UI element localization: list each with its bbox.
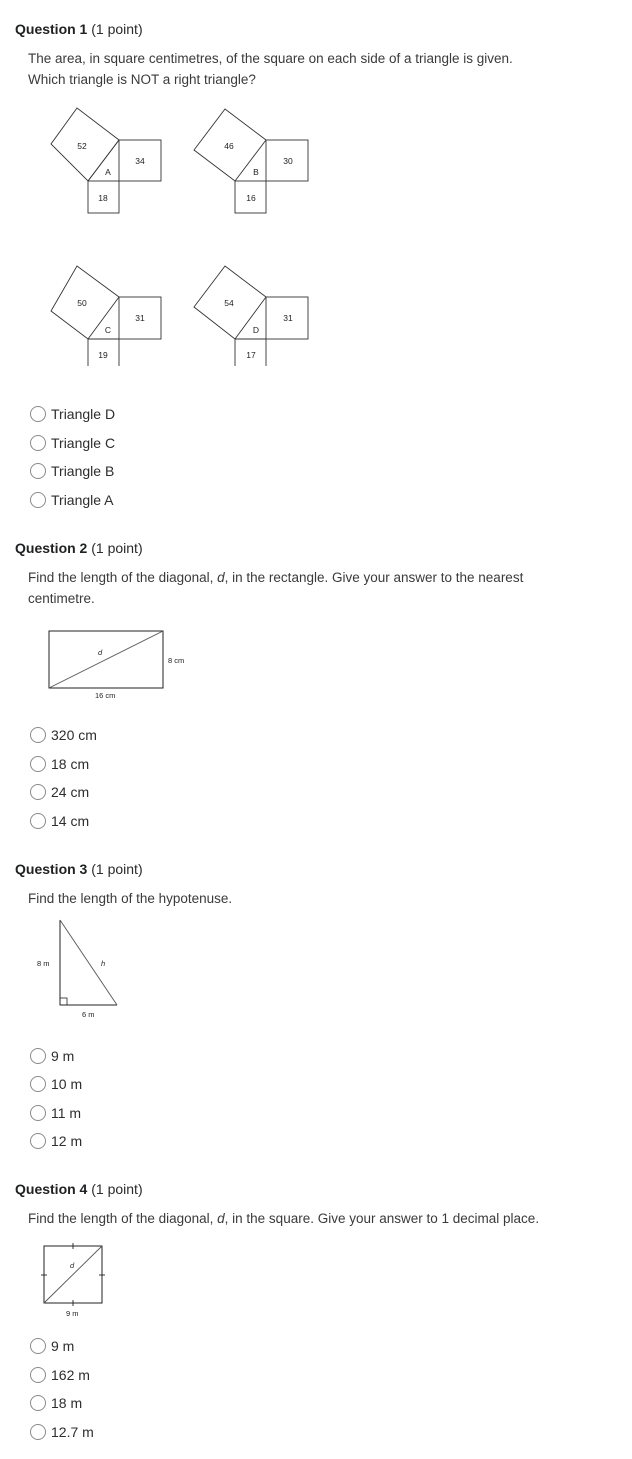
triangle-b-bottom-area: 16: [246, 193, 256, 203]
radio-button[interactable]: [30, 463, 46, 479]
question-number: Question 3: [15, 861, 88, 877]
radio-button[interactable]: [30, 1048, 46, 1064]
question-text-line: Find the length of the diagonal, d, in the square. Give your answer to 1 decimal place.: [28, 1211, 540, 1226]
question-text-line: Find the length of the hypotenuse.: [28, 891, 233, 906]
q1-option-triangle-c[interactable]: [30, 432, 115, 454]
radio-button[interactable]: [30, 492, 46, 508]
diagonal-label: d: [98, 648, 103, 657]
rectangle-diagonal-figure: [40, 620, 200, 705]
triangle-b-right-area: 30: [283, 156, 293, 166]
q2-option-14cm[interactable]: [30, 810, 89, 832]
diagonal-label: d: [70, 1261, 75, 1270]
question-text-line: centimetre.: [28, 591, 95, 606]
q3-option-12m[interactable]: [30, 1130, 82, 1152]
triangle-d-bottom-area: 17: [246, 350, 256, 360]
vertical-leg-label: 8 m: [37, 959, 50, 968]
option-label: Triangle D: [51, 406, 116, 422]
question-3-text: [28, 888, 608, 909]
triangle-b-label: B: [253, 167, 259, 177]
q3-option-11m[interactable]: [30, 1102, 81, 1124]
question-number: Question 1: [15, 21, 88, 37]
option-label: 9 m: [51, 1048, 75, 1064]
question-number: Question 2: [15, 540, 88, 556]
side-label: 9 m: [66, 1309, 79, 1318]
hypotenuse-label: h: [101, 959, 106, 968]
q2-option-320cm[interactable]: [30, 724, 97, 746]
q1-option-triangle-a[interactable]: [30, 489, 114, 511]
horizontal-leg-label: 6 m: [82, 1010, 95, 1019]
radio-button[interactable]: [30, 435, 46, 451]
triangle-d-right-area: 31: [283, 313, 293, 323]
height-label: 8 cm: [168, 656, 185, 665]
option-label: 18 cm: [51, 756, 90, 772]
q1-option-triangle-b[interactable]: [30, 460, 114, 482]
q4-option-9m[interactable]: [30, 1335, 74, 1357]
triangle-a-label: A: [105, 167, 111, 177]
option-label: 11 m: [51, 1105, 82, 1121]
q2-option-18cm[interactable]: [30, 753, 89, 775]
radio-button[interactable]: [30, 1076, 46, 1092]
right-triangle-figure: [25, 910, 145, 1025]
width-label: 16 cm: [95, 691, 116, 700]
square-diagonal-figure: [30, 1235, 130, 1325]
q4-option-162m[interactable]: [30, 1364, 90, 1386]
triangle-d-label: D: [252, 325, 260, 335]
option-label: Triangle A: [51, 492, 114, 508]
radio-button[interactable]: [30, 406, 46, 422]
triangle-a-hyp-area: 52: [77, 141, 87, 151]
radio-button[interactable]: [30, 1395, 46, 1411]
q1-option-triangle-d[interactable]: [30, 403, 115, 425]
option-label: 14 cm: [51, 813, 90, 829]
option-label: 18 m: [51, 1395, 83, 1411]
option-label: 320 cm: [51, 727, 97, 743]
option-label: 12.7 m: [51, 1424, 94, 1440]
question-text-line: Which triangle is NOT a right triangle?: [28, 72, 256, 87]
question-4-title: [15, 1181, 143, 1197]
question-points: (1 point): [91, 540, 143, 556]
triangle-a-bottom-area: 18: [98, 193, 108, 203]
q2-option-24cm[interactable]: [30, 781, 89, 803]
variable-d: d: [217, 1211, 225, 1226]
question-number: Question 4: [15, 1181, 88, 1197]
triangle-c-bottom-area: 19: [98, 350, 108, 360]
option-label: 9 m: [51, 1338, 75, 1354]
option-label: Triangle B: [51, 463, 115, 479]
question-points: (1 point): [91, 21, 143, 37]
radio-button[interactable]: [30, 1133, 46, 1149]
question-2-text: [28, 567, 608, 609]
q3-option-10m[interactable]: [30, 1073, 82, 1095]
option-label: 162 m: [51, 1367, 90, 1383]
variable-d: d: [217, 570, 225, 585]
question-text-line: The area, in square centimetres, of the square on each side of a triangle is given.: [28, 51, 513, 66]
triangle-c-right-area: 31: [135, 313, 145, 323]
option-label: Triangle C: [51, 435, 116, 451]
question-3-title: [15, 861, 143, 877]
radio-button[interactable]: [30, 813, 46, 829]
radio-button[interactable]: [30, 784, 46, 800]
q4-option-18m[interactable]: [30, 1392, 82, 1414]
triangle-d-hyp-area: 54: [224, 298, 234, 308]
radio-button[interactable]: [30, 727, 46, 743]
option-label: 12 m: [51, 1133, 83, 1149]
question-4-text: [28, 1208, 608, 1229]
option-label: 24 cm: [51, 784, 90, 800]
triangle-c-label: C: [104, 325, 112, 335]
question-2-title: [15, 540, 143, 556]
option-label: 10 m: [51, 1076, 83, 1092]
triangle-c-hyp-area: 50: [77, 298, 87, 308]
radio-button[interactable]: [30, 1105, 46, 1121]
question-text-line: Find the length of the diagonal, d, in the rectangle. Give your answer to the nearest: [28, 570, 524, 585]
radio-button[interactable]: [30, 756, 46, 772]
pythagoras-squares-figure: [0, 0, 340, 380]
triangle-b-hyp-area: 46: [224, 141, 234, 151]
triangle-a-right-area: 34: [135, 156, 145, 166]
q4-option-12-7m[interactable]: [30, 1421, 94, 1443]
q3-option-9m[interactable]: [30, 1045, 74, 1067]
radio-button[interactable]: [30, 1367, 46, 1383]
radio-button[interactable]: [30, 1338, 46, 1354]
question-points: (1 point): [91, 1181, 143, 1197]
radio-button[interactable]: [30, 1424, 46, 1440]
question-points: (1 point): [91, 861, 143, 877]
